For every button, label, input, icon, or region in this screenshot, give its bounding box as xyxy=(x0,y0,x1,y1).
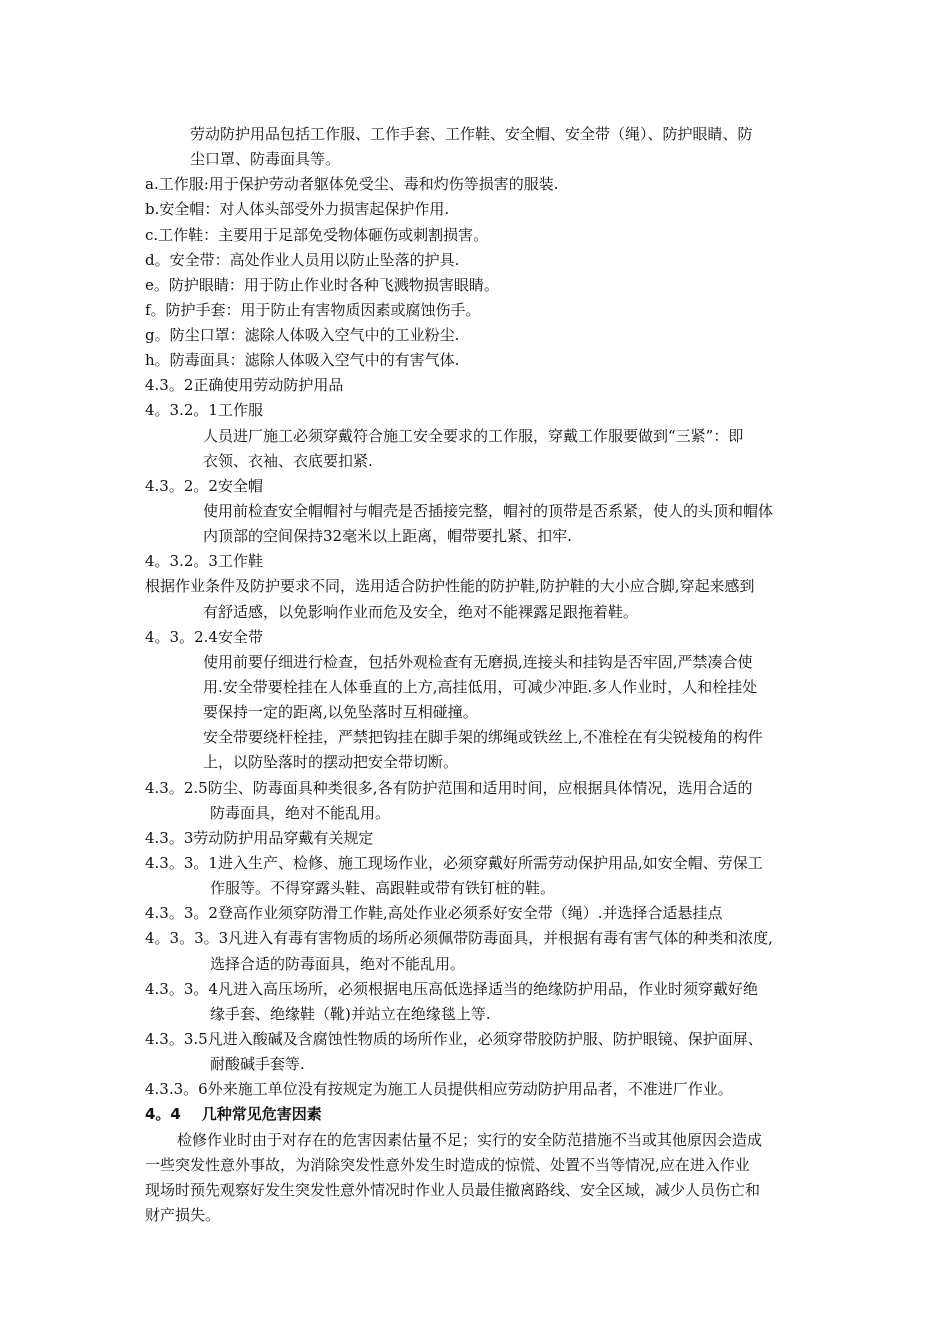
section-heading: 4.3。3劳动防护用品穿戴有关规定 xyxy=(145,829,374,847)
text-line: 选择合适的防毒面具，绝对不能乱用。 xyxy=(210,955,466,973)
text-line: 人员进厂施工必须穿戴符合施工安全要求的工作服，穿戴工作服要做到“三紧”：即 xyxy=(203,427,744,445)
text-line: b.安全帽：对人体头部受外力损害起保护作用. xyxy=(145,200,450,218)
text-line: 缘手套、绝缘鞋（靴)并站立在绝缘毯上等. xyxy=(210,1005,491,1023)
text-line: f。防护手套：用于防止有害物质因素或腐蚀伤手。 xyxy=(145,301,481,319)
subsection-heading: 4。3.2。1工作服 xyxy=(145,401,263,419)
text-line: 现场时预先观察好发生突发性意外情况时作业人员最佳撤离路线、安全区域，减少人员伤亡和 xyxy=(145,1181,761,1199)
text-line: 4。3。3。3凡进入有毒有害物质的场所必须佩带防毒面具，并根据有毒有害气体的种类和浓度, xyxy=(145,929,773,947)
text-line: 4.3。3。1进入生产、检修、施工现场作业，必须穿戴好所需劳动保护用品,如安全帽、劳保工 xyxy=(145,854,763,872)
text-line: 4.3。2.5防尘、防毒面具种类很多,各有防护范围和适用时间，应根据具体情况，选用合适的 xyxy=(145,779,753,797)
text-line: 内顶部的空间保持32毫米以上距离，帽带要扎紧、扣牢. xyxy=(203,527,572,545)
text-line: 劳动防护用品包括工作服、工作手套、工作鞋、安全帽、安全带（绳）、防护眼睛、防 xyxy=(190,125,753,143)
text-line: 根据作业条件及防护要求不同，选用适合防护性能的防护鞋,防护鞋的大小应合脚,穿起来感到 xyxy=(145,577,755,595)
section-heading: 4.3。2正确使用劳动防护用品 xyxy=(145,376,344,394)
subsection-heading: 4。3。2.4安全带 xyxy=(145,628,263,646)
text-line: 防毒面具，绝对不能乱用。 xyxy=(210,804,391,822)
text-line: 4.3.3。6外来施工单位没有按规定为施工人员提供相应劳动防护用品者，不准进厂作业。 xyxy=(145,1080,733,1098)
subsection-heading: 4.3。2。2安全帽 xyxy=(145,477,263,495)
text-line: 4.3。3。2登高作业须穿防滑工作鞋,高处作业必须系好安全带（绳）.并选择合适悬挂点 xyxy=(145,904,723,922)
text-line: 检修作业时由于对存在的危害因素估量不足；实行的安全防范措施不当或其他原因会造成 xyxy=(177,1131,763,1149)
text-line: 衣领、衣袖、衣底要扣紧. xyxy=(203,452,373,470)
section-heading: 4。4 几种常见危害因素 xyxy=(145,1105,322,1123)
text-line: 作服等。不得穿露头鞋、高跟鞋或带有铁钉桩的鞋。 xyxy=(210,879,556,897)
text-line: 使用前要仔细进行检查，包括外观检查有无磨损,连接头和挂钩是否牢固,严禁凑合使 xyxy=(203,653,753,671)
text-line: h。防毒面具：滤除人体吸入空气中的有害气体. xyxy=(145,351,460,369)
text-line: e。防护眼睛：用于防止作业时各种飞溅物损害眼睛。 xyxy=(145,276,499,294)
text-line: 上，以防坠落时的摆动把安全带切断。 xyxy=(203,753,459,771)
text-line: 尘口罩、防毒面具等。 xyxy=(190,150,341,168)
text-line: 用.安全带要栓挂在人体垂直的上方,高挂低用，可减少冲距.多人作业时，人和栓挂处 xyxy=(203,678,758,696)
text-line: 一些突发性意外事故，为消除突发性意外发生时造成的惊慌、处置不当等情况,应在进入作业 xyxy=(145,1156,750,1174)
text-line: a.工作服:用于保护劳动者躯体免受尘、毒和灼伤等损害的服装. xyxy=(145,175,559,193)
text-line: 耐酸碱手套等. xyxy=(210,1055,305,1073)
text-line: g。防尘口罩：滤除人体吸入空气中的工业粉尘. xyxy=(145,326,460,344)
subsection-heading: 4。3.2。3工作鞋 xyxy=(145,552,263,570)
text-line: 财产损失。 xyxy=(145,1206,221,1224)
text-line: 有舒适感，以免影响作业而危及安全，绝对不能裸露足跟拖着鞋。 xyxy=(203,603,639,621)
text-line: 要保持一定的距离,以免坠落时互相碰撞。 xyxy=(203,703,478,721)
text-line: 安全带要绕杆栓挂，严禁把钩挂在脚手架的绑绳或铁丝上,不准栓在有尖锐棱角的构件 xyxy=(203,728,763,746)
text-line: 使用前检查安全帽帽衬与帽壳是否插接完整，帽衬的顶带是否系紧，使人的头顶和帽体 xyxy=(203,502,774,520)
text-line: 4.3。3。4凡进入高压场所，必须根据电压高低选择适当的绝缘防护用品，作业时须穿戴好绝 xyxy=(145,980,758,998)
text-line: c.工作鞋：主要用于足部免受物体砸伤或刺割损害。 xyxy=(145,226,489,244)
text-line: 4.3。3.5凡进入酸碱及含腐蚀性物质的场所作业，必须穿带胶防护服、防护眼镜、保护面屏、 xyxy=(145,1030,763,1048)
text-line: d。安全带：高处作业人员用以防止坠落的护具. xyxy=(145,251,460,269)
